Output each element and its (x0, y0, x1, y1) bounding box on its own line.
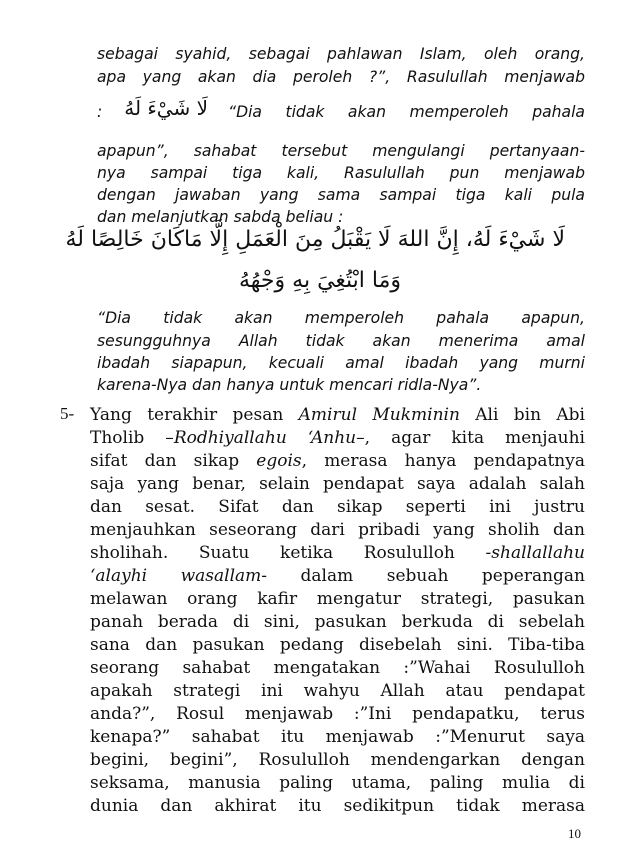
item5-line-4: saja yang benar, selain pendapat saya adalah salah (90, 474, 585, 494)
translation-line-1: “Dia tidak akan memperoleh pahala apapun, (97, 309, 585, 327)
item5-line-1 (90, 404, 585, 426)
item5-line-12: seorang sahabat mengatakan :”Wahai Rosululloh (90, 658, 585, 678)
quote-line-1: sebagai syahid, sebagai pahlawan Islam, oleh orang, (97, 45, 585, 63)
item5-line-11: sana dan pasukan pedang disebelah sini. Tiba-tiba (90, 635, 585, 655)
item5-line-2 (90, 427, 585, 449)
arabic-hadith-line-1: لَا شَيْءَ لَهُ، إِنَّ اللهَ لَا يَقْبَلُ مِنَ الْعَمَلِ إِلَّا مَاكَانَ خَالِصًا لَهُ (65, 227, 565, 252)
item5-line-5: dan sesat. Sifat dan sikap seperti ini justru (90, 497, 585, 517)
arabic-short-phrase: لَا شَيْءَ لَهُ (124, 96, 208, 120)
translation-line-3: ibadah siapapun, kecuali amal ibadah yang murni (97, 354, 585, 372)
quote-line-7: dan melanjutkan sabda beliau : (97, 208, 344, 226)
item5-line-7 (90, 542, 585, 564)
item5-line-2-a: Tholib – (90, 428, 174, 448)
list-marker-5: 5- (60, 404, 75, 423)
item5-line-2-b: Rodhiyallahu ‘Anhu (173, 428, 357, 448)
quote-line-3: “Dia tidak akan memperoleh pahala (228, 103, 585, 121)
translation-line-2: sesungguhnya Allah tidak akan menerima amal (97, 332, 585, 350)
arabic-hadith-line-2: وَمَا ابْتُغِيَ بِهِ وَجْهُهُ (239, 268, 401, 293)
quote-line-2: apa yang akan dia peroleh ?”, Rasulullah menjawab (97, 68, 585, 86)
page-number: 10 (568, 826, 581, 841)
item5-line-3 (90, 450, 585, 472)
quote-line-4: apapun”, sahabat tersebut mengulangi pertanyaan- (97, 142, 585, 160)
item5-line-10: panah berada di sini, pasukan berkuda di sebelah (90, 612, 585, 632)
item5-line-13: apakah strategi ini wahyu Allah atau pendapat (90, 681, 585, 701)
item5-line-3-b: egois (256, 451, 302, 471)
item5-line-7-b: shallallahu (491, 543, 585, 563)
item5-line-8-a: ‘alayhi wasallam (90, 566, 262, 586)
quote-line-5: nya sampai tiga kali, Rasulullah pun menjawab (97, 164, 585, 182)
item5-line-9: melawan orang kafir mengatur strategi, pasukan (90, 589, 585, 609)
item5-line-18: dunia dan akhirat itu sedikitpun tidak merasa (90, 796, 585, 816)
quote-line-6: dengan jawaban yang sama sampai tiga kali pula (97, 186, 585, 204)
item5-line-16: begini, begini”, Rosululloh mendengarkan dengan (90, 750, 585, 770)
item5-line-8 (90, 565, 585, 587)
item5-line-3-c: , merasa hanya pendapatnya (301, 451, 585, 471)
quote-colon: : (97, 103, 103, 121)
item5-line-1-b: Amirul Mukminin (298, 405, 460, 425)
item5-line-17: seksama, manusia paling utama, paling mulia di (90, 773, 585, 793)
item5-line-2-c: –, agar kita menjauhi (356, 428, 585, 448)
item5-line-1-a: Yang terakhir pesan (90, 405, 299, 425)
item5-line-15: kenapa?” sahabat itu menjawab :”Menurut saya (90, 727, 585, 747)
item5-line-3-a: sifat dan sikap (90, 451, 257, 471)
item5-line-7-a: sholihah. Suatu ketika Rosululloh - (90, 543, 492, 563)
translation-line-4: karena-Nya dan hanya untuk mencari ridla-Nya”. (97, 376, 482, 394)
item5-line-14: anda?”, Rosul menjawab :”Ini pendapatku, terus (90, 704, 585, 724)
item5-line-8-b: - dalam sebuah peperangan (261, 566, 585, 586)
item5-line-6: menjauhkan seseorang dari pribadi yang sholih dan (90, 520, 585, 540)
item5-line-1-c: Ali bin Abi (459, 405, 585, 425)
